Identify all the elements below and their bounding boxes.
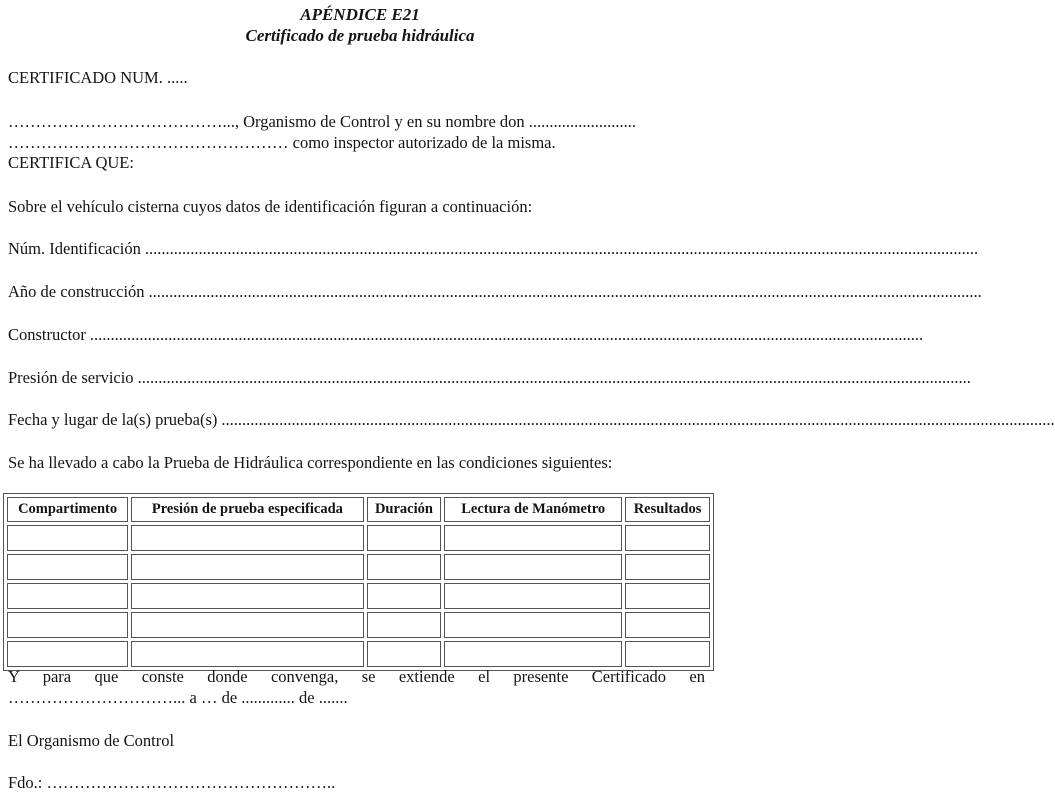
cell-compartment[interactable] (7, 583, 128, 609)
vehicle-statement: Sobre el vehículo cisterna cuyos datos de identificación figuran a continuación: (8, 197, 533, 216)
cell-duration[interactable] (367, 554, 442, 580)
field-constructor-label: Constructor (8, 325, 86, 344)
table-row (7, 525, 710, 551)
header-gauge-reading: Lectura de Manómetro (444, 497, 622, 522)
field-service-pressure-label: Presión de servicio (8, 368, 134, 387)
field-test-date-place-label: Fecha y lugar de la(s) prueba(s) (8, 410, 218, 429)
field-construction-year (8, 282, 982, 302)
table-row (7, 583, 710, 609)
cell-results[interactable] (625, 612, 710, 638)
field-identification (8, 239, 979, 259)
document-subtitle: Certificado de prueba hidráulica (245, 26, 475, 45)
header-specified-pressure: Presión de prueba especificada (131, 497, 363, 522)
field-test-date-place-dots: .......................................................................................................................................................................................................... (221, 410, 1055, 429)
cell-gauge-reading[interactable] (444, 554, 622, 580)
cell-specified-pressure[interactable] (131, 612, 363, 638)
test-results-table (3, 493, 714, 671)
field-construction-year-label: Año de construcción (8, 282, 145, 301)
cell-results[interactable] (625, 641, 710, 667)
field-service-pressure-dots: .......................................................................................................................................................................................................... (137, 368, 971, 387)
field-identification-label: Núm. Identificación (8, 239, 141, 258)
cell-compartment[interactable] (7, 641, 128, 667)
field-constructor (8, 325, 924, 345)
cell-specified-pressure[interactable] (131, 583, 363, 609)
cell-compartment[interactable] (7, 612, 128, 638)
cell-duration[interactable] (367, 583, 442, 609)
control-organism-label: El Organismo de Control (8, 731, 175, 750)
intro-line-2: …………………………………………… como inspector autorizado de la misma. (8, 133, 556, 152)
signature-line: Fdo.: …………………………………………….. (8, 773, 336, 792)
table-row (7, 641, 710, 667)
certificate-number: CERTIFICADO NUM. ..... (8, 68, 188, 87)
table-header-row (7, 497, 710, 522)
cell-duration[interactable] (367, 641, 442, 667)
cell-specified-pressure[interactable] (131, 554, 363, 580)
table-row (7, 554, 710, 580)
cell-results[interactable] (625, 525, 710, 551)
cell-compartment[interactable] (7, 554, 128, 580)
field-service-pressure (8, 368, 971, 388)
cell-results[interactable] (625, 554, 710, 580)
closing-line-1: Y para que conste donde convenga, se extiende el presente Certificado en (8, 667, 705, 686)
header-duration: Duración (367, 497, 442, 522)
header-compartment: Compartimento (7, 497, 128, 522)
cell-duration[interactable] (367, 612, 442, 638)
cell-compartment[interactable] (7, 525, 128, 551)
cell-results[interactable] (625, 583, 710, 609)
field-constructor-dots: .......................................................................................................................................................................................................... (89, 325, 924, 344)
cell-specified-pressure[interactable] (131, 641, 363, 667)
header-results: Resultados (625, 497, 710, 522)
appendix-title: APÉNDICE E21 (300, 5, 420, 24)
cell-gauge-reading[interactable] (444, 612, 622, 638)
conditions-statement: Se ha llevado a cabo la Prueba de Hidráulica correspondiente en las condiciones siguientes: (8, 453, 613, 472)
intro-line-1: …………………………………..., Organismo de Control y en su nombre don .......................... (8, 112, 637, 131)
cell-gauge-reading[interactable] (444, 583, 622, 609)
field-identification-dots: .......................................................................................................................................................................................................... (144, 239, 979, 258)
table-row (7, 612, 710, 638)
cell-specified-pressure[interactable] (131, 525, 363, 551)
closing-line-2: …………………………... a … de ............. de ....... (8, 688, 348, 707)
cell-duration[interactable] (367, 525, 442, 551)
cell-gauge-reading[interactable] (444, 525, 622, 551)
field-test-date-place (8, 410, 1055, 430)
field-construction-year-dots: .......................................................................................................................................................................................................... (148, 282, 982, 301)
certifies-heading: CERTIFICA QUE: (8, 153, 134, 172)
cell-gauge-reading[interactable] (444, 641, 622, 667)
